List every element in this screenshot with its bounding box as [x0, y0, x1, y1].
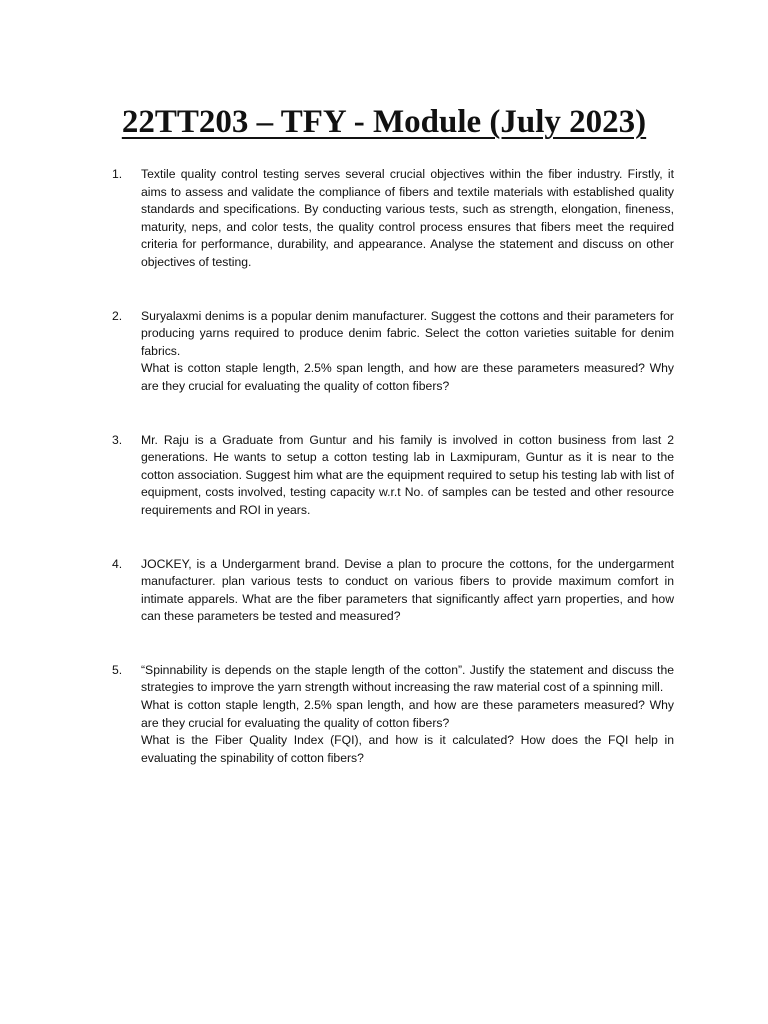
question-item — [112, 662, 674, 768]
document-title: 22TT203 – TFY - Module (July 2023) — [121, 104, 647, 140]
question-item — [112, 166, 674, 272]
question-number: 3. — [112, 432, 123, 447]
question-item — [112, 432, 674, 520]
question-text: Mr. Raju is a Graduate from Guntur and his family is involved in cotton business from last 2 generations. He wants to setup a cotton testing lab in Laxmipuram, Guntur as it is near to the cotton association. Suggest him what are the equipment required to setup his testing lab with list of equipment, costs involved, testing capacity w.r.t No. of samples can be tested and other resource requirements and ROI in years. — [141, 432, 674, 517]
question-text: What is cotton staple length, 2.5% span length, and how are these parameters measured? Why are they crucial for evaluating the quality of cotton fibers? — [141, 361, 674, 393]
question-text: JOCKEY, is a Undergarment brand. Devise a plan to procure the cottons, for the undergarment manufacturer. plan various tests to conduct on various fibers to provide maximum comfort in intimate apparels. What are the fiber parameters that significantly affect yarn properties, and how can these parameters be tested and measured? — [141, 556, 674, 624]
question-text: What is cotton staple length, 2.5% span length, and how are these parameters measured? Why are they crucial for evaluating the quality of cotton fibers? — [141, 698, 674, 730]
question-text: “Spinnability is depends on the staple length of the cotton”. Justify the statement and discuss the strategies to improve the yarn strength without increasing the raw material cost of a spinning mill. — [141, 662, 674, 695]
question-list — [112, 166, 674, 767]
question-text: Suryalaxmi denims is a popular denim manufacturer. Suggest the cottons and their parameters for producing yarns required to produce denim fabric. Select the cotton varieties suitable for denim fabrics. — [141, 308, 674, 358]
question-number: 5. — [112, 662, 123, 677]
question-text: What is the Fiber Quality Index (FQI), and how is it calculated? How does the FQI help in evaluating the spinability of cotton fibers? — [141, 733, 674, 765]
question-text: Textile quality control testing serves several crucial objectives within the fiber industry. Firstly, it aims to assess and validate the compliance of fibers and textile materials with established quality standards and specifications. By conducting various tests, such as strength, elongation, fineness, maturity, neps, and color tests, the quality control process ensures that fibers meet the required criteria for performance, durability, and appearance. Analyse the statement and discuss on other objectives of testing. — [141, 167, 674, 269]
question-number: 2. — [112, 308, 123, 323]
question-item — [112, 556, 674, 626]
question-number: 1. — [112, 167, 123, 181]
question-item — [112, 308, 674, 396]
question-number: 4. — [112, 556, 123, 571]
